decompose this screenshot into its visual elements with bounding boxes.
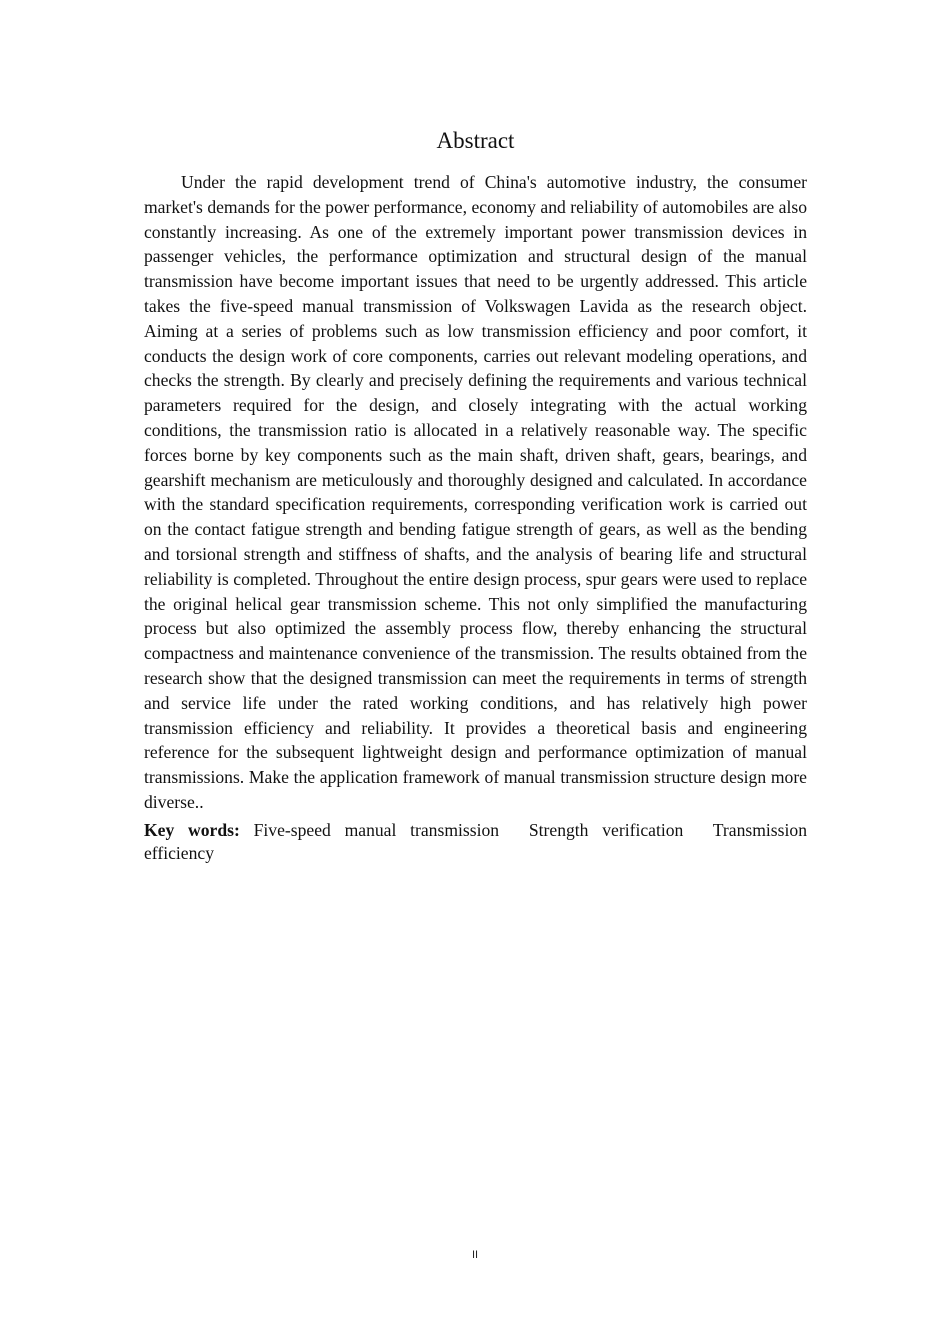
page-title: Abstract [436, 128, 515, 153]
page-number: II [471, 1249, 479, 1261]
keyword-item: Strength verification [528, 819, 684, 840]
abstract-page [144, 126, 807, 865]
keywords-label: Key words: [144, 819, 240, 840]
abstract-body: Under the rapid development trend of China's automotive industry, the consumer market's demands for the power performance, economy and reliability of automobiles are also constantly increasing. As one of the extremely important power transmission devices in passenger vehicles, the performance optimization and structural design of the manual transmission have become important issues that need to be urgently addressed. This article takes the five-speed manual transmission of Volkswagen Lavida as the research object. Aiming at a series of problems such as low transmission efficiency and poor comfort, it conducts the design work of core components, carries out relevant modeling operations, and checks the strength. By clearly and precisely defining the requirements and various technical parameters required for the design, and closely integrating with the actual working conditions, the transmission ratio is allocated in a relatively reasonable way. The specific forces borne by key components such as the main shaft, driven shaft, gears, bearings, and gearshift mechanism are meticulously and thoroughly designed and calculated. In accordance with the standard specification requirements, corresponding verification work is carried out on the contact fatigue strength and bending fatigue strength of gears, as well as the bending and torsional strength and stiffness of shafts, and the analysis of bearing life and structural reliability is completed. Throughout the entire design process, spur gears were used to replace the original helical gear transmission scheme. This not only simplified the manufacturing process but also optimized the assembly process flow, thereby enhancing the structural compactness and maintenance convenience of the transmission. The results obtained from the research show that the designed transmission can meet the requirements in terms of strength and service life under the rated working conditions, and has relatively high power transmission efficiency and reliability. It provides a theoretical basis and engineering reference for the subsequent lightweight design and performance optimization of manual transmissions. Make the application framework of manual transmission structure design more diverse.. [144, 172, 807, 812]
keywords-line [144, 819, 807, 865]
keyword-item: Five-speed manual transmission [253, 819, 500, 840]
keyword-item: Transmission efficiency [144, 819, 807, 863]
